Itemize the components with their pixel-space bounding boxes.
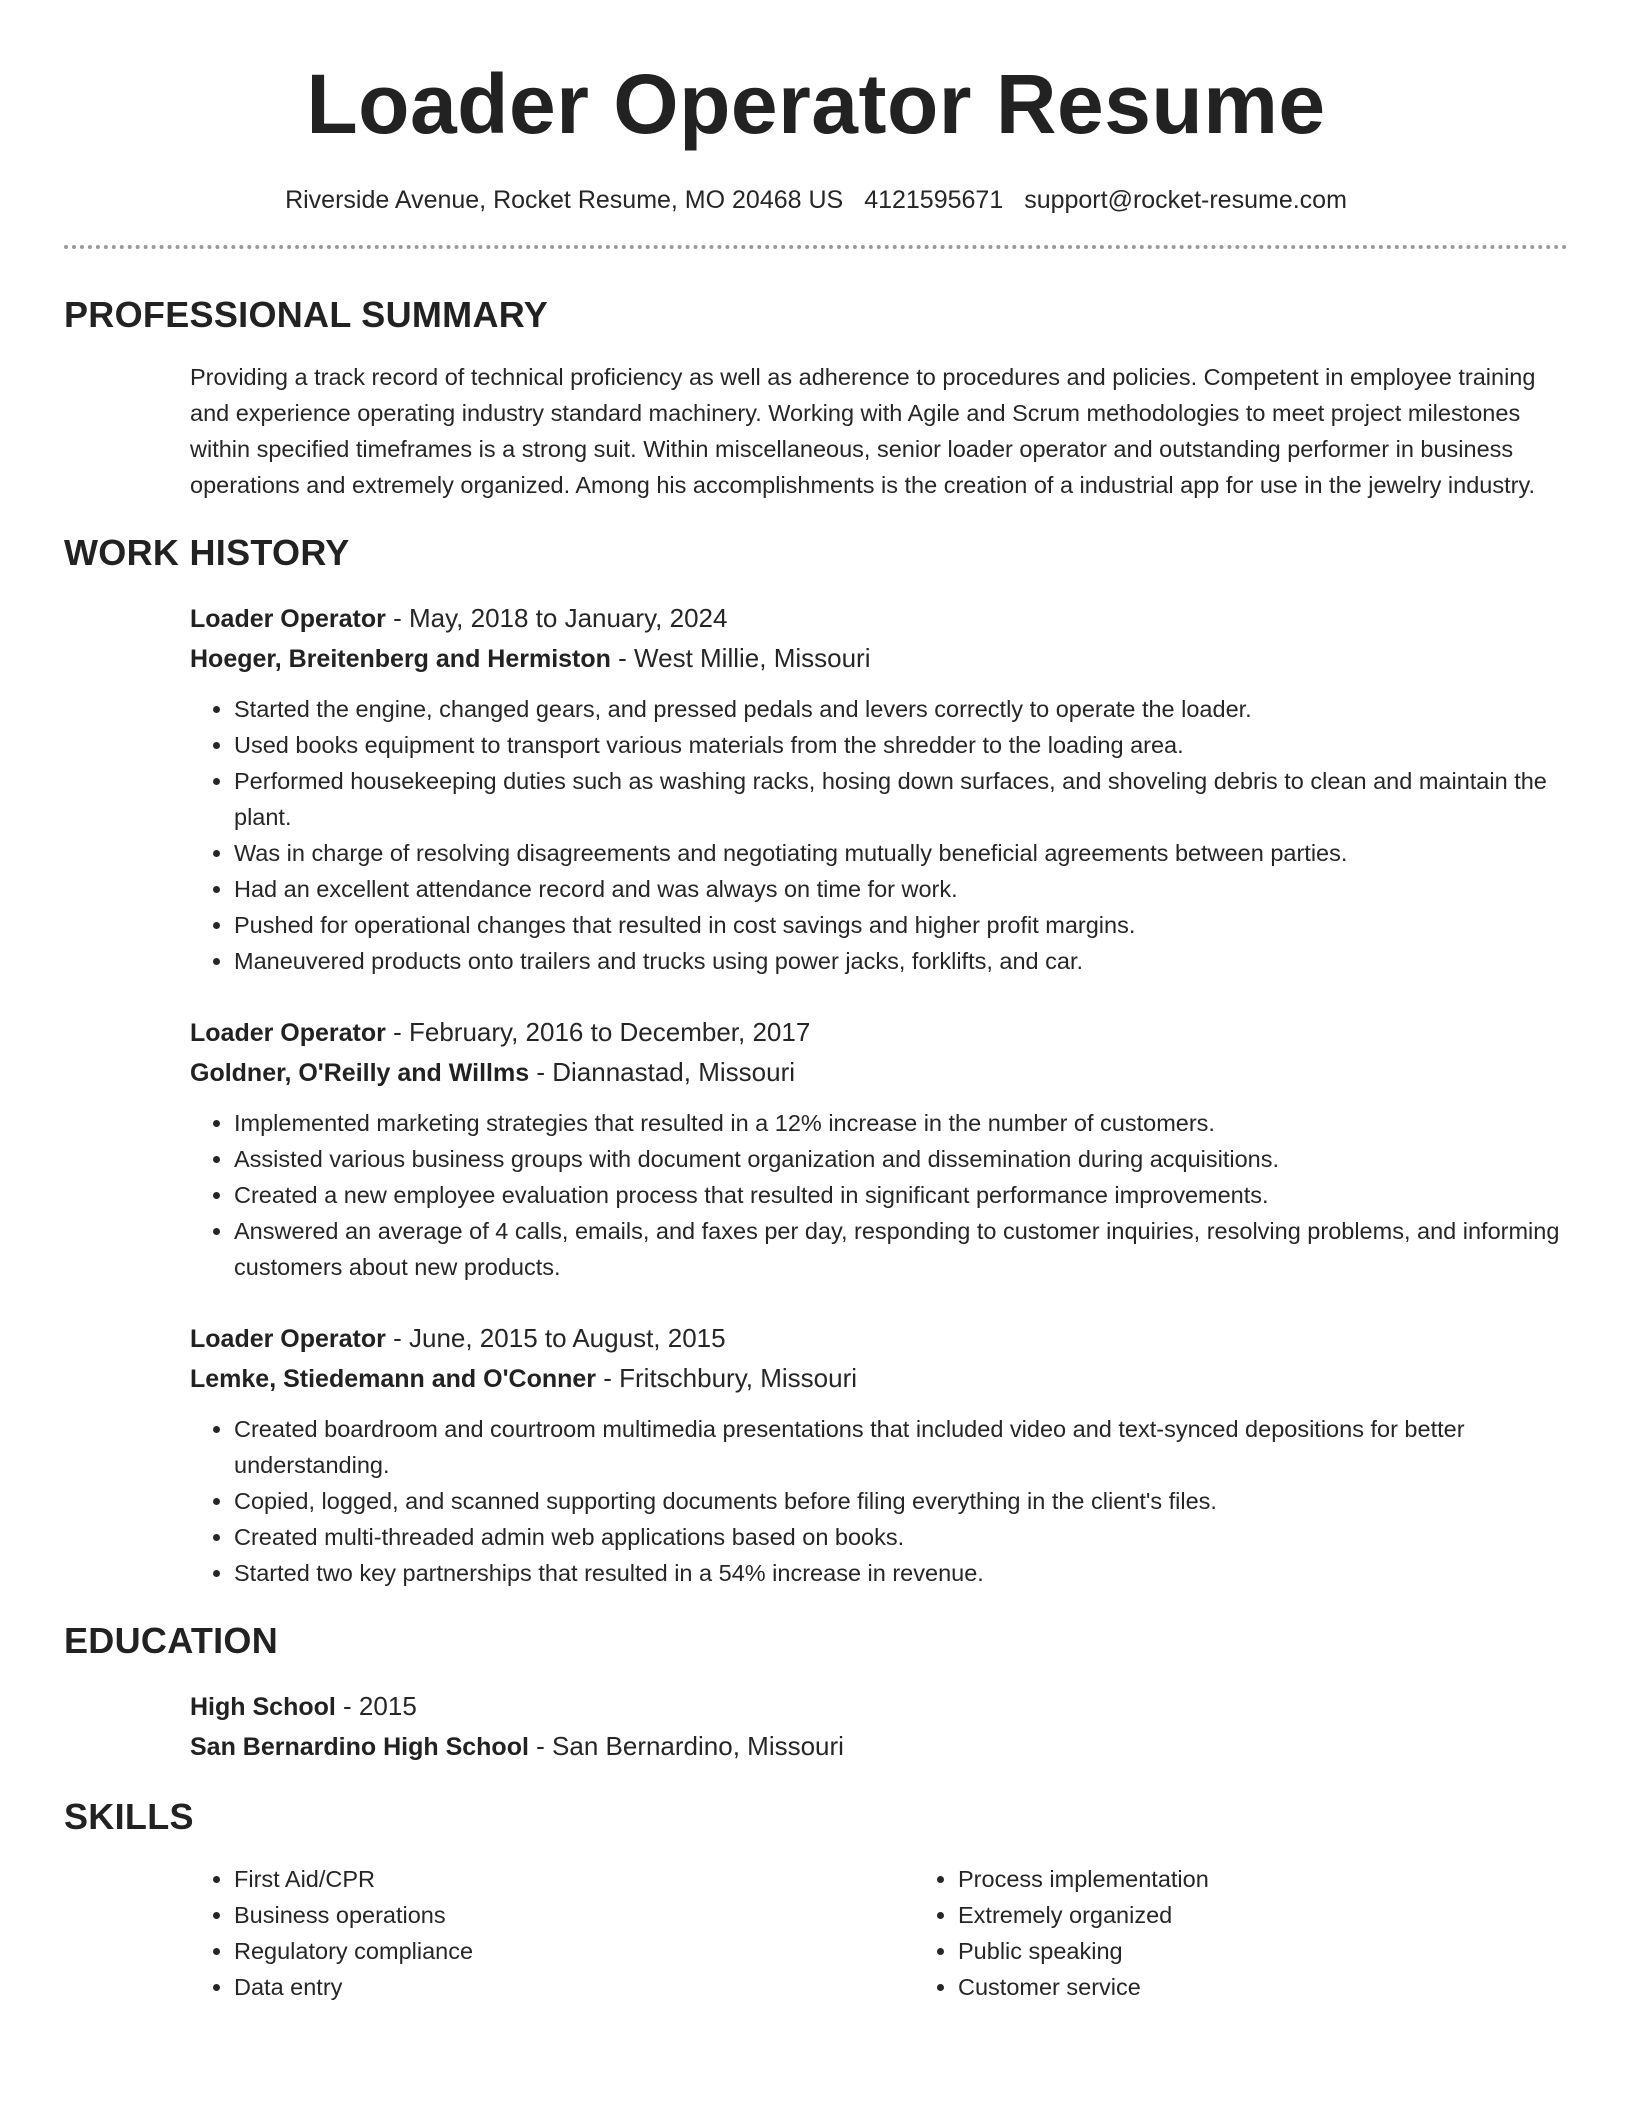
job-bullet: • Maneuvered products onto trailers and trucks using power jacks, forklifts, and car. — [234, 943, 1568, 979]
job-bullet: • Implemented marketing strategies that resulted in a 12% increase in the number of customers. — [234, 1105, 1568, 1141]
job-bullet: • Was in charge of resolving disagreements and negotiating mutually beneficial agreements between parties. — [234, 835, 1568, 871]
job-bullet: • Answered an average of 4 calls, emails, and faxes per day, responding to customer inquiries, resolving problems, and informing customers about new products. — [234, 1213, 1568, 1285]
education-location: - San Bernardino, Missouri — [528, 1731, 844, 1761]
contact-email: support@rocket-resume.com — [1024, 186, 1347, 214]
job-location: - Fritschbury, Missouri — [596, 1363, 858, 1393]
skill-item: • Public speaking — [958, 1933, 1558, 1969]
skill-item: • Business operations — [234, 1897, 914, 1933]
header-divider — [64, 245, 1568, 249]
job-title: Loader Operator — [190, 605, 386, 633]
job-bullet: • Assisted various business groups with document organization and dissemination during acquisitions. — [234, 1141, 1568, 1177]
skill-item: • Data entry — [234, 1969, 914, 2005]
job-company: Hoeger, Breitenberg and Hermiston — [190, 645, 611, 673]
job-bullets — [190, 1411, 1568, 1591]
contact-phone: 4121595671 — [864, 186, 1004, 214]
job-entry — [190, 1013, 1568, 1285]
education-year: - 2015 — [335, 1691, 417, 1721]
job-bullet: • Copied, logged, and scanned supporting documents before filing everything in the client's files. — [234, 1483, 1568, 1519]
job-dates: - June, 2015 to August, 2015 — [385, 1323, 726, 1353]
job-title: Loader Operator — [190, 1325, 386, 1353]
education-heading: EDUCATION — [64, 1620, 279, 1661]
job-company-line — [190, 1359, 1568, 1399]
job-bullet: • Performed housekeeping duties such as washing racks, hosing down surfaces, and shoveling debris to clean and maintain the plant. — [234, 763, 1568, 835]
job-company: Lemke, Stiedemann and O'Conner — [190, 1365, 597, 1393]
skill-item: • Regulatory compliance — [234, 1933, 914, 1969]
job-title: Loader Operator — [190, 1019, 386, 1047]
education-school-line — [190, 1727, 1568, 1767]
job-entry — [190, 599, 1568, 979]
job-bullet: • Created boardroom and courtroom multimedia presentations that included video and text-synced depositions for better understanding. — [234, 1411, 1568, 1483]
job-title-line — [190, 1319, 1568, 1359]
job-company-line — [190, 639, 1568, 679]
job-title-line — [190, 599, 1568, 639]
job-location: - Diannastad, Missouri — [529, 1057, 796, 1087]
job-dates: - May, 2018 to January, 2024 — [385, 603, 728, 633]
work-history-heading: WORK HISTORY — [64, 532, 350, 573]
resume-title: Loader Operator Resume — [306, 57, 1326, 151]
job-dates: - February, 2016 to December, 2017 — [385, 1017, 811, 1047]
skill-item: • Process implementation — [958, 1861, 1558, 1897]
skill-item: • First Aid/CPR — [234, 1861, 914, 1897]
education-degree-line — [190, 1687, 1568, 1727]
job-bullet: • Used books equipment to transport various materials from the shredder to the loading area. — [234, 727, 1568, 763]
job-entry — [190, 1319, 1568, 1591]
job-title-line — [190, 1013, 1568, 1053]
job-bullet: • Created multi-threaded admin web applications based on books. — [234, 1519, 1568, 1555]
contact-line — [64, 182, 1568, 218]
job-bullets — [190, 1105, 1568, 1285]
job-bullet: • Had an excellent attendance record and was always on time for work. — [234, 871, 1568, 907]
job-bullet: • Created a new employee evaluation process that resulted in significant performance improvements. — [234, 1177, 1568, 1213]
job-bullets — [190, 691, 1568, 979]
skills-list — [190, 1861, 1568, 2005]
job-bullet: • Started the engine, changed gears, and pressed pedals and levers correctly to operate the loader. — [234, 691, 1568, 727]
skills-heading: SKILLS — [64, 1796, 194, 1837]
contact-address: Riverside Avenue, Rocket Resume, MO 20468 US — [285, 186, 844, 214]
skills-column-2 — [914, 1861, 1558, 2005]
skill-item: • Customer service — [958, 1969, 1558, 2005]
education-entry — [190, 1687, 1568, 1767]
summary-text: Providing a track record of technical proficiency as well as adherence to procedures and policies. Competent in employee training and experience operating industry standard machinery. Working with Agile and Scrum methodologies to meet project milestones within specified timeframes is a strong suit. Within miscellaneous, senior loader operator and outstanding performer in business operations and extremely organized. Among his accomplishments is the creation of a industrial app for use in the jewelry industry. — [190, 364, 1536, 498]
education-school: San Bernardino High School — [190, 1733, 529, 1761]
job-location: - West Millie, Missouri — [610, 643, 871, 673]
skills-column-1 — [190, 1861, 914, 2005]
job-company-line — [190, 1053, 1568, 1093]
job-company: Goldner, O'Reilly and Willms — [190, 1059, 530, 1087]
job-bullet: • Pushed for operational changes that resulted in cost savings and higher profit margins. — [234, 907, 1568, 943]
job-bullet: • Started two key partnerships that resulted in a 54% increase in revenue. — [234, 1555, 1568, 1591]
summary-heading: PROFESSIONAL SUMMARY — [64, 294, 549, 335]
skill-item: • Extremely organized — [958, 1897, 1558, 1933]
education-degree: High School — [190, 1693, 336, 1721]
